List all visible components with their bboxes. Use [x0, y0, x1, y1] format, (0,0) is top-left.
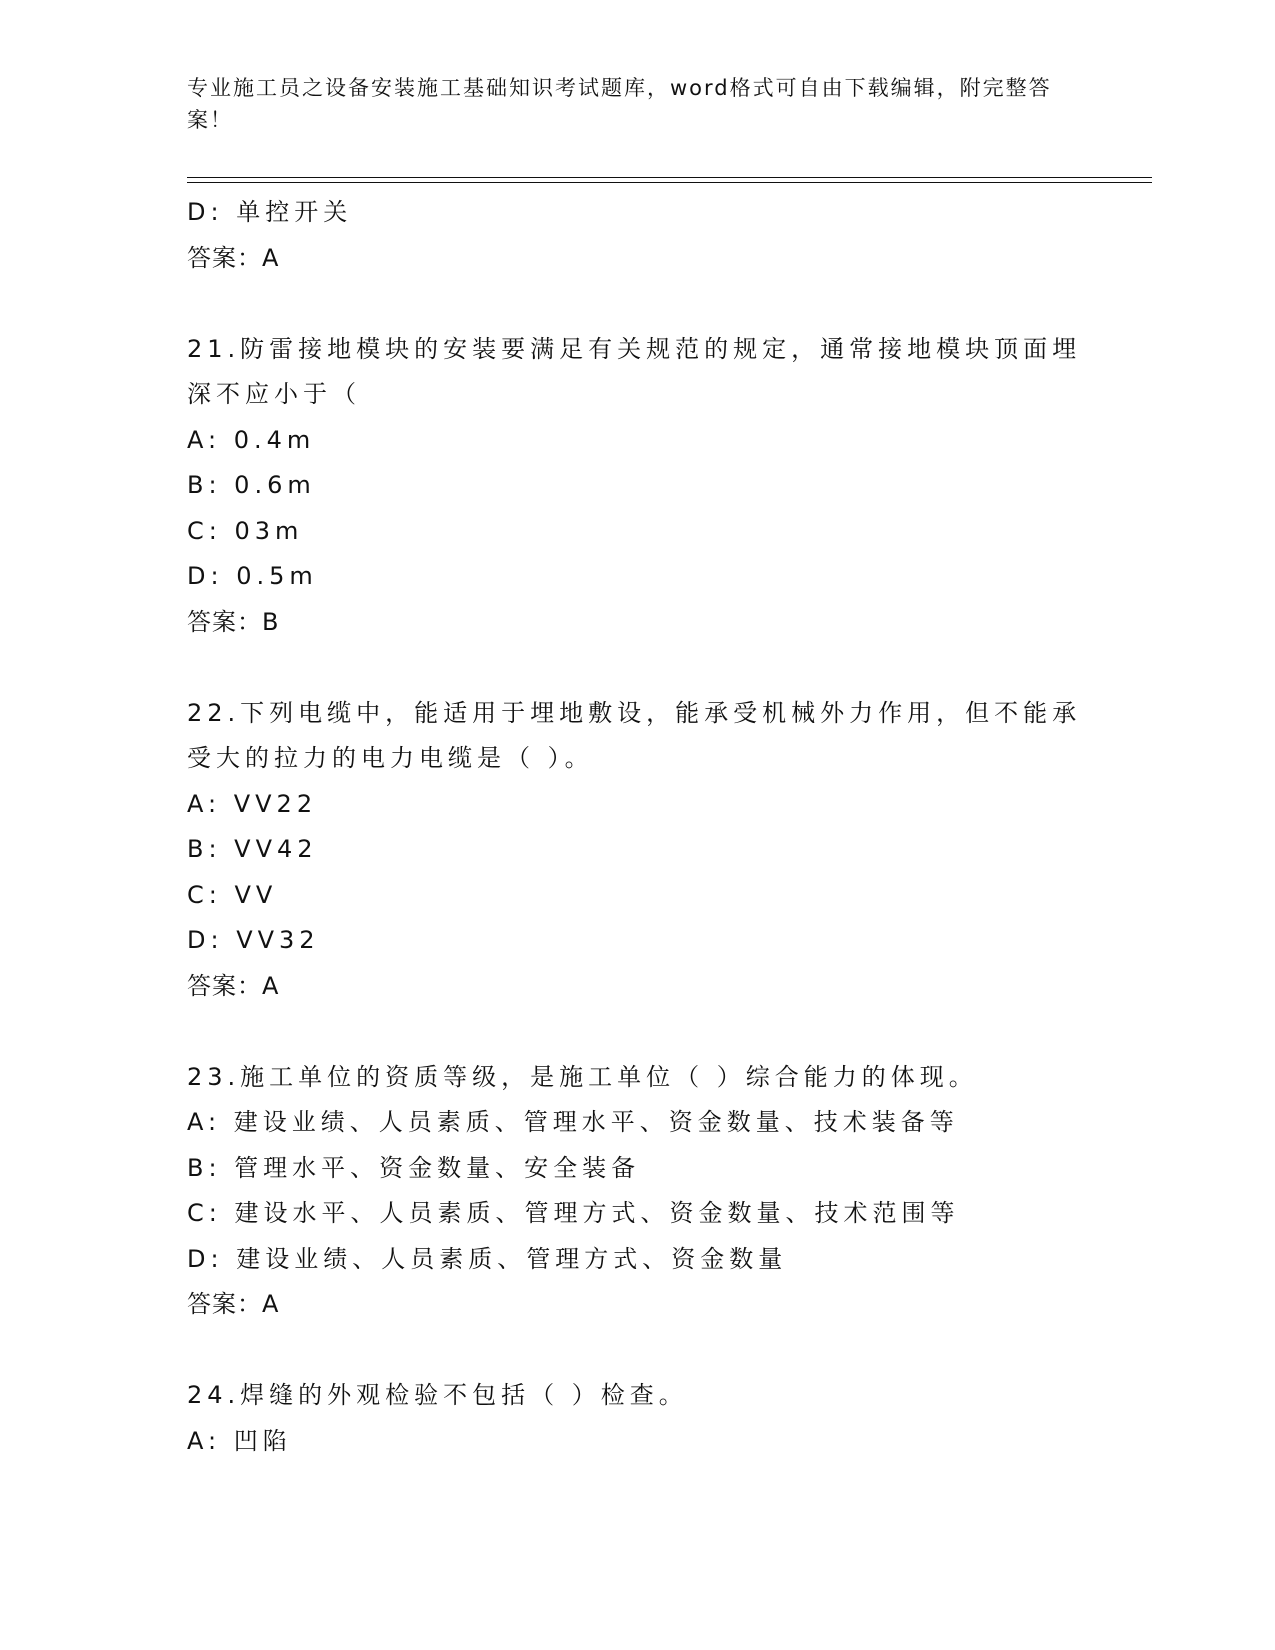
q22-stem-line-1: 22.下列电缆中，能适用于埋地敷设，能承受机械外力作用，但不能承	[187, 698, 1082, 727]
spacer	[187, 281, 1087, 327]
q23-stem-line-1: 23.施工单位的资质等级，是施工单位（ ）综合能力的体现。	[187, 1062, 978, 1091]
q21-option-a: A: 0.4m	[187, 425, 316, 454]
document-header: 专业施工员之设备安装施工基础知识考试题库，word格式可自由下载编辑，附完整答案！	[187, 76, 1052, 132]
q22-option-c: C: VV	[187, 880, 278, 909]
q22-stem-line-2: 受大的拉力的电力电缆是（ ）。	[187, 744, 594, 772]
q21-option-b: B: 0.6m	[187, 471, 316, 499]
q21-stem-line-2: 深不应小于（	[187, 380, 361, 408]
question-list	[187, 190, 1087, 1464]
q21-option-c: C: 03m	[187, 516, 304, 545]
q22-answer: 答案：A	[187, 971, 280, 1000]
q22-option-b: B: VV42	[187, 835, 318, 863]
q23-option-a: A: 建设业绩、人员素质、管理水平、资金数量、技术装备等	[187, 1108, 959, 1136]
spacer	[187, 1009, 1087, 1055]
q21-answer: 答案：B	[187, 607, 280, 636]
q21-option-d: D: 0.5m	[187, 562, 318, 590]
q22-option-d: D: VV32	[187, 926, 320, 954]
q24-stem-line-1: 24.焊缝的外观检验不包括（ ）检查。	[187, 1381, 688, 1409]
q21-stem-line-1: 21.防雷接地模块的安装要满足有关规范的规定，通常接地模块顶面埋	[187, 334, 1082, 363]
q20-option-d: D: 单控开关	[187, 198, 353, 226]
spacer	[187, 645, 1087, 691]
q20-answer: 答案：A	[187, 243, 280, 272]
q22-option-a: A: VV22	[187, 789, 318, 818]
header-divider-top	[187, 177, 1152, 178]
spacer	[187, 1328, 1087, 1374]
header-divider-bottom	[187, 182, 1152, 183]
q23-option-b: B: 管理水平、资金数量、安全装备	[187, 1153, 641, 1182]
q23-option-d: D: 建设业绩、人员素质、管理方式、资金数量	[187, 1244, 788, 1273]
q24-option-a: A: 凹陷	[187, 1426, 292, 1455]
q23-option-c: C: 建设水平、人员素质、管理方式、资金数量、技术范围等	[187, 1199, 960, 1227]
q23-answer: 答案：A	[187, 1290, 280, 1318]
